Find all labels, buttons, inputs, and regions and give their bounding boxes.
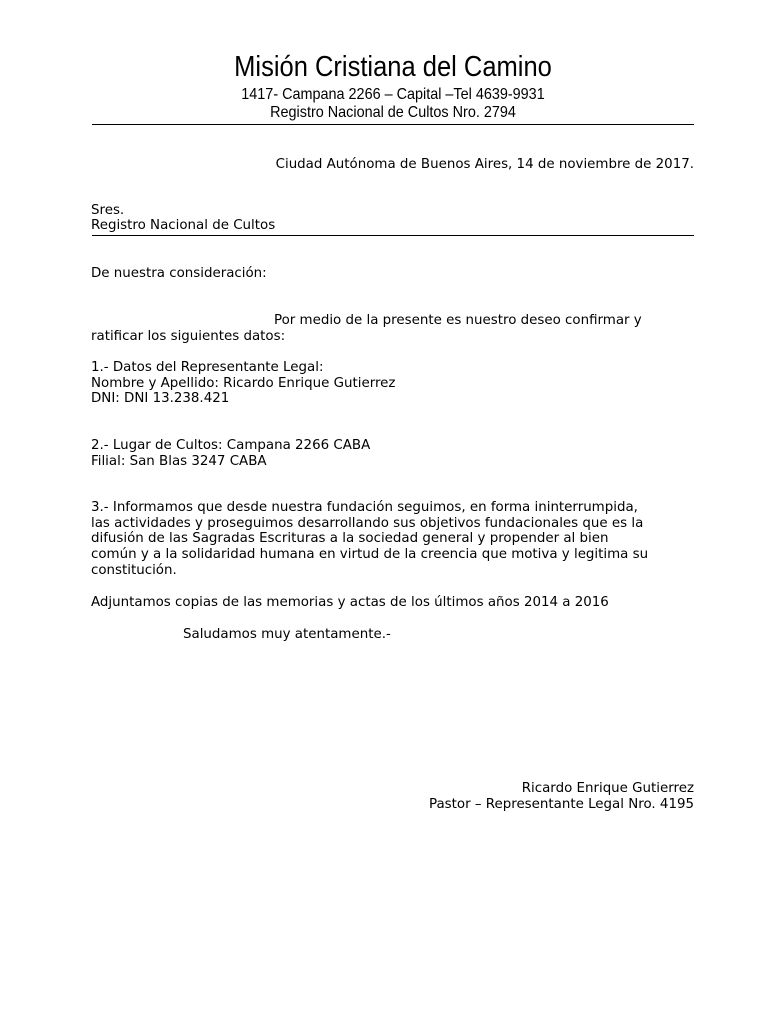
organization-address: 1417- Campana 2266 – Capital –Tel 4639-9931 (241, 86, 545, 103)
section3-line: común y a la solidaridad humana en virtud de la creencia que motiva y legitima su (91, 547, 649, 562)
intro-line-2: ratificar los siguientes datos: (91, 329, 286, 344)
section3-line: las actividades y proseguimos desarrollando sus objetivos fundacionales que es la (91, 516, 644, 531)
section3-line: constitución. (91, 563, 177, 578)
signature-title: Pastor – Representante Legal Nro. 4195 (428, 797, 694, 812)
recipient-divider (92, 235, 694, 236)
section2-place: 2.- Lugar de Cultos: Campana 2266 CABA (91, 438, 371, 453)
closing-line: Saludamos muy atentamente.- (183, 627, 391, 642)
organization-title: Misión Cristiana del Camino (234, 51, 552, 83)
section3-line: difusión de las Sagradas Escrituras a la sociedad general y propender al bien (91, 531, 609, 546)
date-line: Ciudad Autónoma de Buenos Aires, 14 de noviembre de 2017. (275, 157, 694, 172)
recipient-salutation: Sres. (91, 203, 125, 218)
section2-branch: Filial: San Blas 3247 CABA (91, 454, 267, 469)
greeting: De nuestra consideración: (91, 266, 267, 281)
section1-name: Nombre y Apellido: Ricardo Enrique Gutierrez (91, 376, 396, 391)
organization-registry: Registro Nacional de Cultos Nro. 2794 (270, 104, 516, 121)
attachments-line: Adjuntamos copias de las memorias y actas de los últimos años 2014 a 2016 (91, 595, 609, 610)
section1-heading: 1.- Datos del Representante Legal: (91, 360, 324, 375)
section3-line: 3.- Informamos que desde nuestra fundación seguimos, en forma ininterrumpida, (91, 500, 638, 515)
header-divider (92, 124, 694, 125)
recipient-name: Registro Nacional de Cultos (91, 218, 276, 233)
section1-dni: DNI: DNI 13.238.421 (91, 391, 230, 406)
intro-line-1: Por medio de la presente es nuestro deseo confirmar y (274, 313, 642, 328)
signature-name: Ricardo Enrique Gutierrez (521, 781, 694, 796)
